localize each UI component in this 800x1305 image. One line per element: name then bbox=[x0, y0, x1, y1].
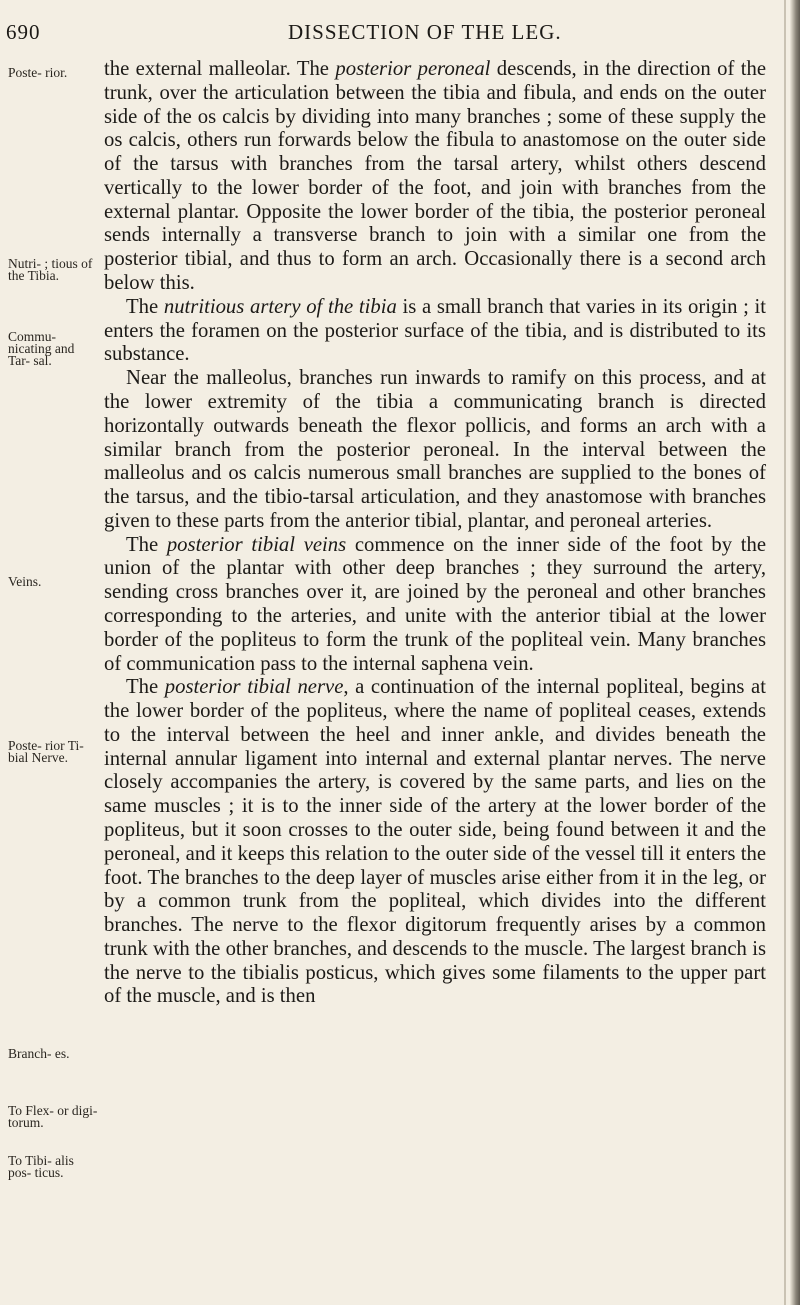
paragraph-text: is a small branch that varies in its origin ; it enters the foramen on the posterior surface of the tibia, and is distributed to its substance. bbox=[104, 295, 766, 366]
paragraph-lead: the external malleolar. The bbox=[104, 58, 336, 80]
running-head: DISSECTION OF THE LEG. bbox=[288, 20, 562, 44]
paragraph-lead: The bbox=[126, 676, 165, 699]
paragraph-text: commence on the inner side of the foot by the union of the plantar with other deep branches ; they surround the artery, sending cross branches over it, are joined by the peroneal and other branches corresponding to the arteries, and unite with the anterior tibial at the lower border of the popliteus to form the trunk of the popliteal vein. Many branches of communication pass to the internal saphena vein. bbox=[104, 533, 766, 675]
margin-note: To Flex- or digi- torum. bbox=[8, 1103, 98, 1130]
body-text bbox=[104, 58, 766, 1009]
page-number: 690 bbox=[6, 20, 41, 44]
paragraph-term: posterior tibial nerve bbox=[164, 676, 344, 699]
paragraph-text: descends, in the direction of the trunk, over the articulation between the tibia and fibula, and ends on the outer side of the os calcis by dividing into many branches ; some of these supply the os calcis, others run forwards below the fibula to anastomose on the outer side of the tarsus with branches from the tarsal artery, whilst others descend vertically to the lower border of the foot, and join with branches from the external plantar. Opposite the lower border of the tibia, the posterior peroneal sends internally a transverse branch to join with a similar one from the posterior tibial, and thus to form an arch. Occasionally there is a second arch below this. bbox=[104, 58, 767, 295]
paragraph-term: nutritious artery of the tibia bbox=[163, 295, 397, 318]
paragraph bbox=[104, 676, 766, 1009]
margin-note: Poste- rior. bbox=[8, 65, 68, 80]
margin-note: Nutri- ; tious of the Tibia. bbox=[8, 256, 93, 283]
paragraph-term: posterior peroneal bbox=[335, 58, 491, 80]
paragraph-lead: The bbox=[126, 295, 164, 318]
page-edge-shadow bbox=[790, 0, 800, 1305]
paragraph bbox=[104, 296, 766, 367]
paragraph-text: , a continuation of the internal popliteal, begins at the lower border of the popliteus, where the name of popliteal ceases, extends to the interval between the heel and inner ankle, and divides beneath the internal annular ligament into internal and external plantar nerves. The nerve closely accompanies the artery, is covered by the same parts, and lies on the same muscles ; it is to the inner side of the artery at the lower border of the popliteus, but it soon crosses to the outer side, being found between it and the peroneal, and it keeps this relation to the outer side of the vessel till it enters the foot. The branches to the deep layer of muscles arise either from it in the leg, or by a common trunk from the popliteal, which divides into the different branches. The nerve to the flexor digitorum frequently arises by a common trunk with the other branches, and descends to the muscle. The largest branch is the nerve to the tibialis posticus, which gives some filaments to the upper part of the muscle, and is then bbox=[104, 676, 766, 1008]
page-header bbox=[6, 20, 760, 46]
margin-note: Poste- rior Ti- bial Nerve. bbox=[8, 738, 84, 765]
margin-note: Commu- nicating and Tar- sal. bbox=[8, 329, 75, 368]
paragraph bbox=[104, 367, 766, 533]
paragraph bbox=[104, 58, 766, 296]
paragraph-lead: The bbox=[126, 533, 167, 556]
margin-note: Branch- es. bbox=[8, 1046, 70, 1061]
margin-note: To Tibi- alis pos- ticus. bbox=[8, 1153, 74, 1180]
paragraph bbox=[104, 534, 766, 677]
page-edge-line bbox=[784, 0, 786, 1305]
paragraph-term: posterior tibial veins bbox=[166, 533, 347, 556]
paragraph-text: Near the malleolus, branches run inwards to ramify on this process, and at the lower extremity of the tibia a communicating branch is directed horizontally outwards beneath the flexor pollicis, and forms an arch with a similar branch from the posterior peroneal. In the interval between the malleolus and os calcis numerous small branches are supplied to the bones of the tarsus, and the tibio-tarsal articulation, and they anastomose with branches given to these parts from the anterior tibial, plantar, and peroneal arteries. bbox=[104, 367, 766, 532]
margin-note: Veins. bbox=[8, 574, 42, 589]
